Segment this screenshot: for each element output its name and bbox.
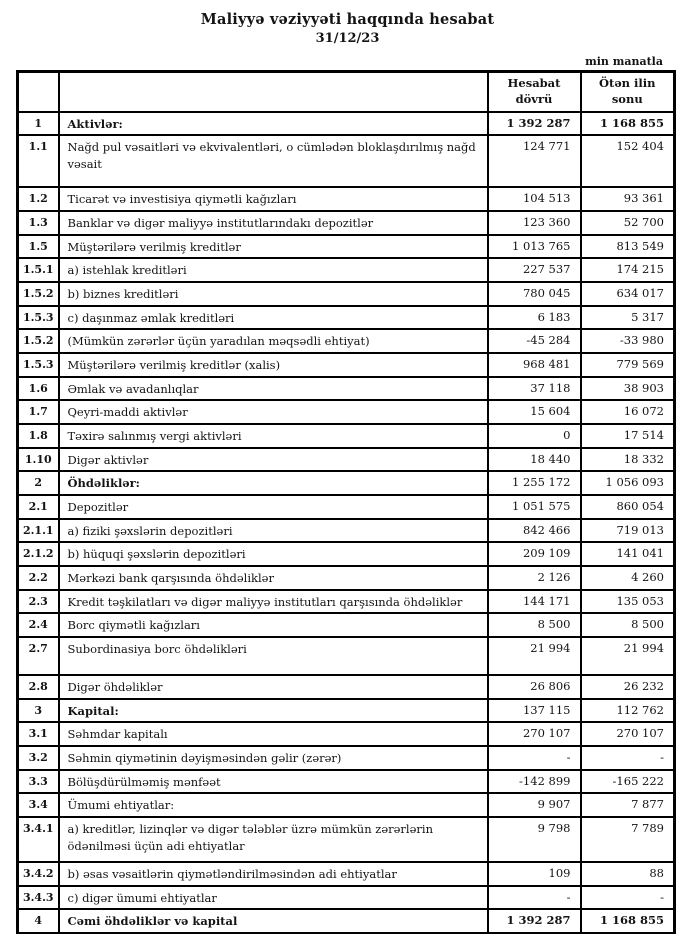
row-number-cell: 3.2 xyxy=(18,746,59,770)
row-label-cell: Depozitlər xyxy=(59,495,488,519)
current-period-cell: 124 771 xyxy=(488,135,581,187)
row-label-cell: Müştərilərə verilmiş kreditlər xyxy=(59,235,488,259)
table-row xyxy=(18,471,675,495)
row-label-cell: a) kreditlər, lizinqlər və digər tələblər üzrə mümkün zərərlərin ödənilməsi üçün adi ehtiyatlar xyxy=(59,817,488,862)
table-row xyxy=(18,400,675,424)
row-number-cell: 2 xyxy=(18,471,59,495)
current-period-cell: 1 013 765 xyxy=(488,235,581,259)
previous-period-cell: 860 054 xyxy=(581,495,675,519)
current-period-cell: -45 284 xyxy=(488,329,581,353)
row-number-cell: 1.5 xyxy=(18,235,59,259)
table-row xyxy=(18,448,675,472)
previous-period-cell: 7 789 xyxy=(581,817,675,862)
previous-period-cell: 4 260 xyxy=(581,566,675,590)
current-period-cell: 18 440 xyxy=(488,448,581,472)
row-number-cell: 2.4 xyxy=(18,613,59,637)
current-period-cell: 780 045 xyxy=(488,282,581,306)
current-period-cell: 1 392 287 xyxy=(488,909,581,933)
current-period-cell: 209 109 xyxy=(488,542,581,566)
previous-period-cell: 18 332 xyxy=(581,448,675,472)
previous-period-cell: 93 361 xyxy=(581,187,675,211)
previous-period-cell: -33 980 xyxy=(581,329,675,353)
previous-period-cell: 174 215 xyxy=(581,258,675,282)
current-period-cell: 9 798 xyxy=(488,817,581,862)
previous-period-cell: 813 549 xyxy=(581,235,675,259)
row-number-cell: 1.8 xyxy=(18,424,59,448)
previous-period-cell: -165 222 xyxy=(581,770,675,794)
row-number-cell: 3.3 xyxy=(18,770,59,794)
current-period-cell: 842 466 xyxy=(488,519,581,543)
row-number-cell: 1.5.2 xyxy=(18,282,59,306)
row-label-cell: Kapital: xyxy=(59,699,488,723)
current-period-cell: 0 xyxy=(488,424,581,448)
previous-period-cell: 38 903 xyxy=(581,377,675,401)
current-period-cell: 144 171 xyxy=(488,590,581,614)
current-period-cell: 1 051 575 xyxy=(488,495,581,519)
row-label-cell: b) əsas vəsaitlərin qiymətləndirilməsindən adi ehtiyatlar xyxy=(59,862,488,886)
row-number-cell: 1.2 xyxy=(18,187,59,211)
current-period-cell: 137 115 xyxy=(488,699,581,723)
table-row xyxy=(18,258,675,282)
row-number-cell: 4 xyxy=(18,909,59,933)
row-number-cell: 1.7 xyxy=(18,400,59,424)
current-period-cell: 9 907 xyxy=(488,793,581,817)
row-label-cell: a) fiziki şəxslərin depozitləri xyxy=(59,519,488,543)
previous-period-cell: 270 107 xyxy=(581,722,675,746)
previous-period-cell: 88 xyxy=(581,862,675,886)
row-label-cell: Səhmin qiymətinin dəyişməsindən gəlir (zərər) xyxy=(59,746,488,770)
previous-period-cell: 7 877 xyxy=(581,793,675,817)
row-number-cell: 1.5.3 xyxy=(18,306,59,330)
row-label-cell: Digər öhdəliklər xyxy=(59,675,488,699)
previous-period-cell: 719 013 xyxy=(581,519,675,543)
previous-period-cell: - xyxy=(581,886,675,910)
previous-period-cell: 135 053 xyxy=(581,590,675,614)
table-row xyxy=(18,817,675,862)
table-row xyxy=(18,722,675,746)
current-period-cell: 26 806 xyxy=(488,675,581,699)
unit-note: min manatla xyxy=(585,55,663,68)
table-row xyxy=(18,306,675,330)
previous-period-cell: 5 317 xyxy=(581,306,675,330)
current-period-cell: 8 500 xyxy=(488,613,581,637)
previous-period-cell: - xyxy=(581,746,675,770)
table-row xyxy=(18,135,675,187)
table-row xyxy=(18,886,675,910)
previous-period-cell: 17 514 xyxy=(581,424,675,448)
table-row xyxy=(18,235,675,259)
current-period-cell: 37 118 xyxy=(488,377,581,401)
current-period-cell: 123 360 xyxy=(488,211,581,235)
table-row xyxy=(18,637,675,675)
table-row xyxy=(18,793,675,817)
table-row xyxy=(18,675,675,699)
row-label-cell: b) biznes kreditləri xyxy=(59,282,488,306)
current-period-cell: - xyxy=(488,886,581,910)
current-period-cell: - xyxy=(488,746,581,770)
col-header-current-period: Hesabat dövrü xyxy=(488,72,581,112)
row-number-cell: 3.4.2 xyxy=(18,862,59,886)
row-label-cell: Cəmi öhdəliklər və kapital xyxy=(59,909,488,933)
table-row xyxy=(18,495,675,519)
current-period-cell: 968 481 xyxy=(488,353,581,377)
row-label-cell: (Mümkün zərərlər üçün yaradılan məqsədli ehtiyat) xyxy=(59,329,488,353)
row-label-cell: Aktivlər: xyxy=(59,112,488,136)
table-row xyxy=(18,519,675,543)
table-row xyxy=(18,613,675,637)
header-row xyxy=(18,72,675,112)
previous-period-cell: 141 041 xyxy=(581,542,675,566)
table-row xyxy=(18,187,675,211)
row-number-cell: 2.8 xyxy=(18,675,59,699)
row-number-cell: 3 xyxy=(18,699,59,723)
row-label-cell: Mərkəzi bank qarşısında öhdəliklər xyxy=(59,566,488,590)
row-number-cell: 2.2 xyxy=(18,566,59,590)
row-label-cell: Öhdəliklər: xyxy=(59,471,488,495)
row-number-cell: 1.6 xyxy=(18,377,59,401)
current-period-cell: -142 899 xyxy=(488,770,581,794)
current-period-cell: 1 255 172 xyxy=(488,471,581,495)
row-number-cell: 2.1.1 xyxy=(18,519,59,543)
table-row xyxy=(18,590,675,614)
table-row xyxy=(18,770,675,794)
table-row xyxy=(18,211,675,235)
table-row xyxy=(18,699,675,723)
row-label-cell: Kredit təşkilatları və digər maliyyə institutları qarşısında öhdəliklər xyxy=(59,590,488,614)
row-number-cell: 1.5.3 xyxy=(18,353,59,377)
row-label-cell: c) digər ümumi ehtiyatlar xyxy=(59,886,488,910)
previous-period-cell: 8 500 xyxy=(581,613,675,637)
row-number-cell: 3.1 xyxy=(18,722,59,746)
table-row xyxy=(18,542,675,566)
row-number-cell: 3.4.1 xyxy=(18,817,59,862)
table-row xyxy=(18,377,675,401)
table-row xyxy=(18,566,675,590)
table-row xyxy=(18,424,675,448)
current-period-cell: 2 126 xyxy=(488,566,581,590)
table-header xyxy=(18,72,675,112)
row-label-cell: Bölüşdürülməmiş mənfəət xyxy=(59,770,488,794)
previous-period-cell: 152 404 xyxy=(581,135,675,187)
table-row xyxy=(18,862,675,886)
row-number-cell: 2.1 xyxy=(18,495,59,519)
previous-period-cell: 112 762 xyxy=(581,699,675,723)
row-label-cell: Müştərilərə verilmiş kreditlər (xalis) xyxy=(59,353,488,377)
col-header-row-number xyxy=(18,72,59,112)
row-label-cell: Digər aktivlər xyxy=(59,448,488,472)
row-number-cell: 1 xyxy=(18,112,59,136)
table-row xyxy=(18,282,675,306)
row-number-cell: 1.10 xyxy=(18,448,59,472)
row-number-cell: 1.3 xyxy=(18,211,59,235)
row-number-cell: 2.7 xyxy=(18,637,59,675)
financial-position-table xyxy=(16,70,676,934)
table-row xyxy=(18,746,675,770)
row-label-cell: Əmlak və avadanlıqlar xyxy=(59,377,488,401)
row-number-cell: 1.5.2 xyxy=(18,329,59,353)
current-period-cell: 21 994 xyxy=(488,637,581,675)
previous-period-cell: 779 569 xyxy=(581,353,675,377)
current-period-cell: 104 513 xyxy=(488,187,581,211)
previous-period-cell: 16 072 xyxy=(581,400,675,424)
current-period-cell: 270 107 xyxy=(488,722,581,746)
table-row xyxy=(18,909,675,933)
previous-period-cell: 1 168 855 xyxy=(581,909,675,933)
col-header-item-label xyxy=(59,72,488,112)
row-label-cell: Banklar və digər maliyyə institutlarındakı depozitlər xyxy=(59,211,488,235)
current-period-cell: 1 392 287 xyxy=(488,112,581,136)
table-row xyxy=(18,353,675,377)
row-label-cell: Ümumi ehtiyatlar: xyxy=(59,793,488,817)
row-label-cell: b) hüquqi şəxslərin depozitləri xyxy=(59,542,488,566)
row-label-cell: Təxirə salınmış vergi aktivləri xyxy=(59,424,488,448)
row-number-cell: 3.4.3 xyxy=(18,886,59,910)
row-label-cell: Qeyri-maddi aktivlər xyxy=(59,400,488,424)
row-label-cell: c) daşınmaz əmlak kreditləri xyxy=(59,306,488,330)
current-period-cell: 109 xyxy=(488,862,581,886)
col-header-previous-year-end: Ötən ilin sonu xyxy=(581,72,675,112)
row-number-cell: 2.1.2 xyxy=(18,542,59,566)
row-number-cell: 1.1 xyxy=(18,135,59,187)
report-date: 31/12/23 xyxy=(315,31,380,46)
previous-period-cell: 52 700 xyxy=(581,211,675,235)
row-label-cell: Ticarət və investisiya qiymətli kağızları xyxy=(59,187,488,211)
current-period-cell: 227 537 xyxy=(488,258,581,282)
row-number-cell: 3.4 xyxy=(18,793,59,817)
previous-period-cell: 21 994 xyxy=(581,637,675,675)
row-label-cell: Subordinasiya borc öhdəlikləri xyxy=(59,637,488,675)
previous-period-cell: 26 232 xyxy=(581,675,675,699)
table-row xyxy=(18,112,675,136)
table-row xyxy=(18,329,675,353)
row-number-cell: 2.3 xyxy=(18,590,59,614)
current-period-cell: 6 183 xyxy=(488,306,581,330)
report-page xyxy=(0,11,695,934)
row-label-cell: Borc qiymətli kağızları xyxy=(59,613,488,637)
previous-period-cell: 1 056 093 xyxy=(581,471,675,495)
report-title: Maliyyə vəziyyəti haqqında hesabat xyxy=(200,11,495,28)
row-label-cell: Nağd pul vəsaitləri və ekvivalentləri, o cümlədən bloklaşdırılmış nağd vəsait xyxy=(59,135,488,187)
previous-period-cell: 634 017 xyxy=(581,282,675,306)
row-number-cell: 1.5.1 xyxy=(18,258,59,282)
row-label-cell: Səhmdar kapitalı xyxy=(59,722,488,746)
previous-period-cell: 1 168 855 xyxy=(581,112,675,136)
current-period-cell: 15 604 xyxy=(488,400,581,424)
row-label-cell: a) istehlak kreditləri xyxy=(59,258,488,282)
table-body xyxy=(18,112,675,934)
